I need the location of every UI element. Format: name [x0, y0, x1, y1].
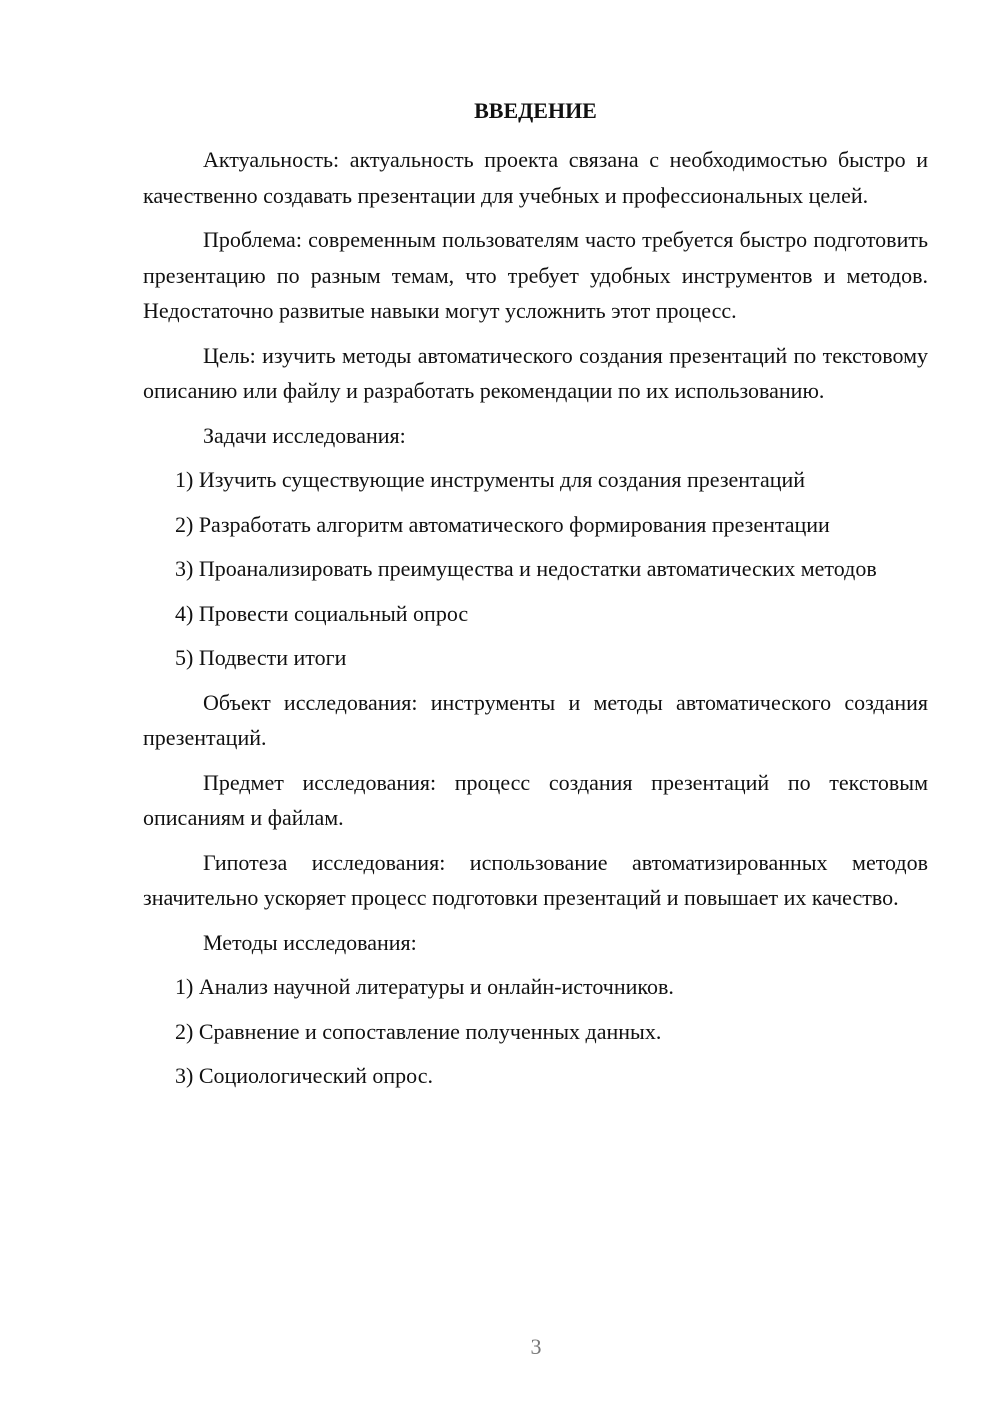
- paragraph-tasks-heading: Задачи исследования:: [203, 422, 406, 448]
- list-item-method-3: 3) Социологический опрос.: [175, 1063, 433, 1088]
- paragraph-methods-heading: Методы исследования:: [203, 929, 417, 955]
- list-item-task-1: 1) Изучить существующие инструменты для создания презентаций: [175, 467, 806, 492]
- paragraph-subject: Предмет исследования: процесс создания презентаций по текстовым описаниям и файлам.: [143, 769, 928, 830]
- paragraph-relevance: Актуальность: актуальность проекта связана с необходимостью быстро и качественно создавать презентации для учебных и профессиональных целей.: [143, 147, 928, 208]
- paragraph-hypothesis: Гипотеза исследования: использование автоматизированных методов значительно ускоряет процесс подготовки презентаций и повышает их качество.: [143, 849, 928, 910]
- list-item-task-5: 5) Подвести итоги: [175, 645, 347, 670]
- list-item-task-2: 2) Разработать алгоритм автоматического формирования презентации: [175, 511, 830, 537]
- paragraph-object: Объект исследования: инструменты и методы автоматического создания презентаций.: [143, 689, 928, 750]
- list-item-task-3: 3) Проанализировать преимущества и недостатки автоматических методов: [175, 556, 877, 581]
- paragraph-problem: Проблема: современным пользователям часто требуется быстро подготовить презентацию по разным темам, что требует удобных инструментов и методов. Недостаточно развитые навыки могут усложнить этот процесс.: [143, 227, 928, 323]
- list-item-method-1: 1) Анализ научной литературы и онлайн-источников.: [175, 974, 674, 999]
- section-title: ВВЕДЕНИЕ: [474, 98, 597, 123]
- paragraph-goal: Цель: изучить методы автоматического создания презентаций по текстовому описанию или файлу и разработать рекомендации по их использованию.: [143, 342, 928, 403]
- section-body: [143, 142, 928, 1103]
- list-item-method-2: 2) Сравнение и сопоставление полученных данных.: [175, 1018, 662, 1044]
- list-item-task-4: 4) Провести социальный опрос: [175, 600, 469, 626]
- page-number: 3: [530, 1334, 542, 1359]
